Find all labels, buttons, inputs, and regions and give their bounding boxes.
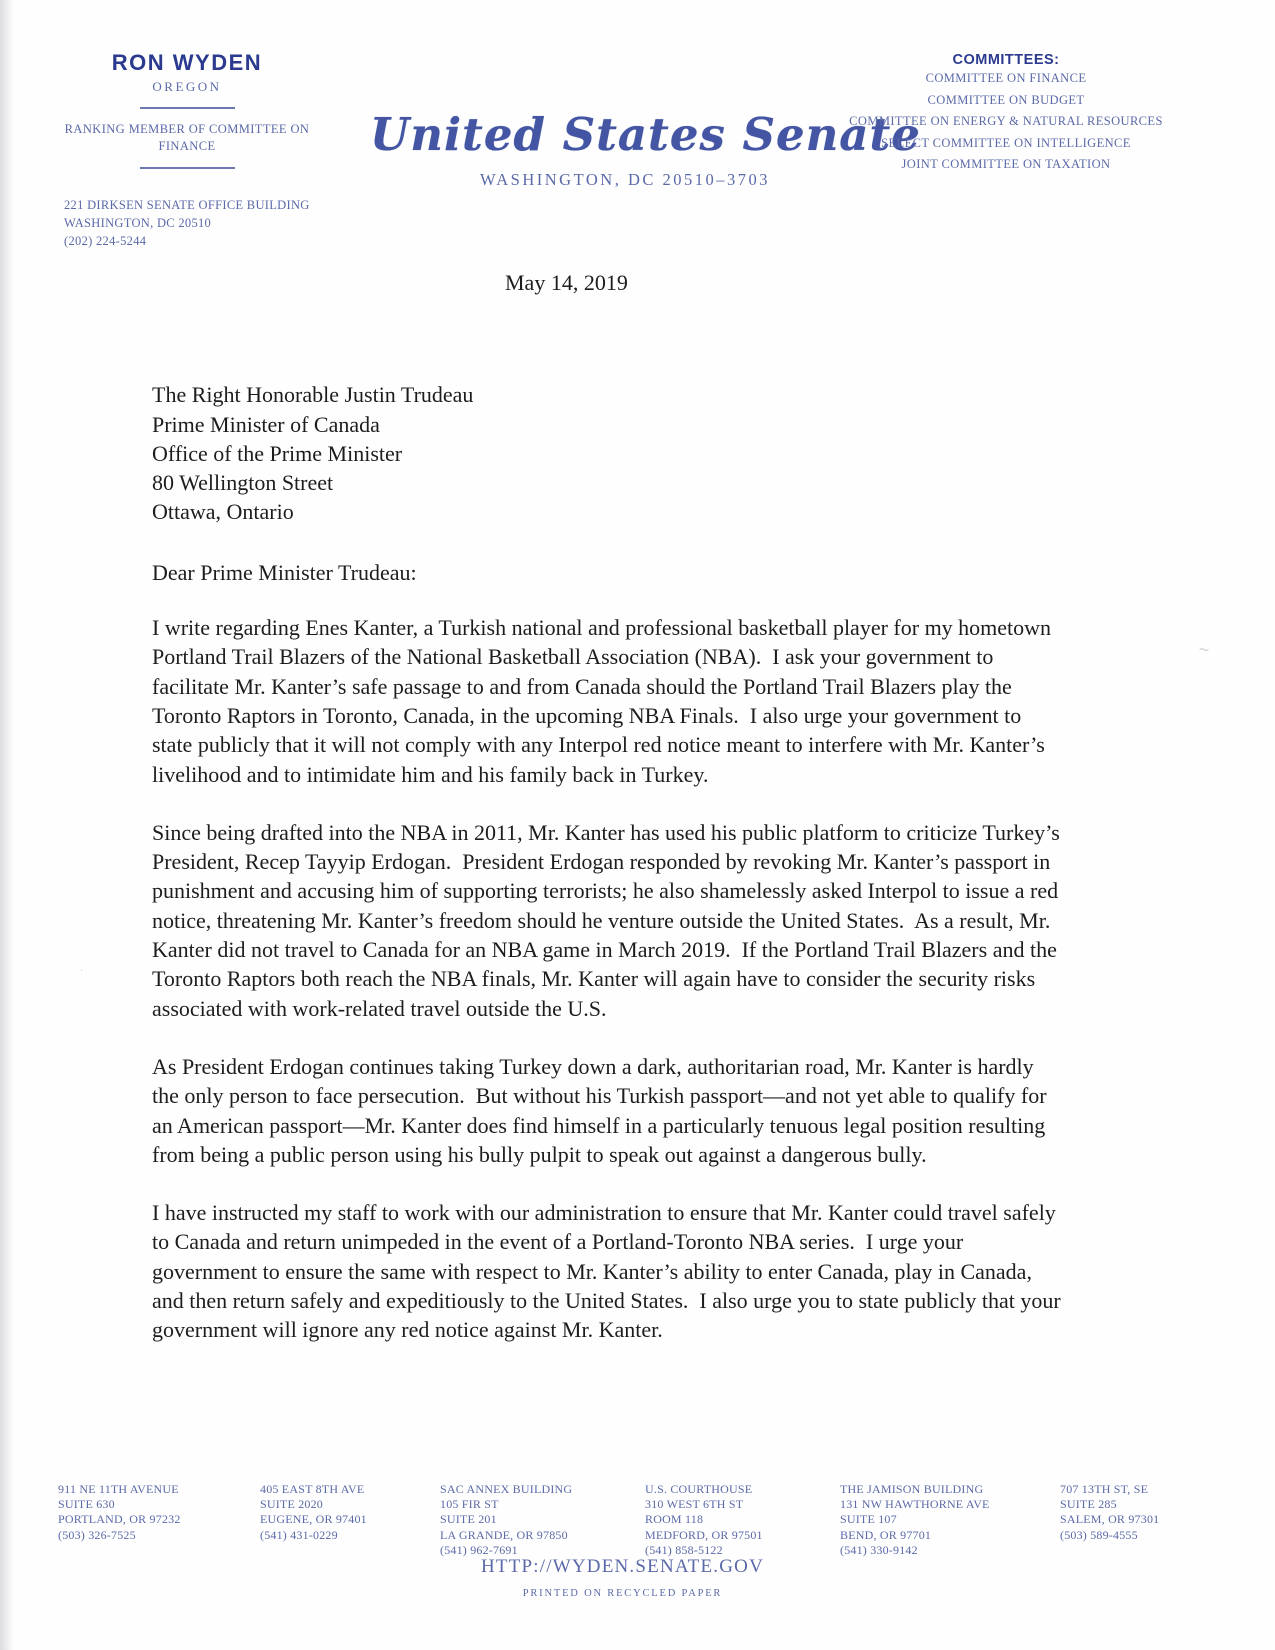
- committee-item: COMMITTEE ON FINANCE: [925, 71, 1087, 85]
- office-line: PORTLAND, OR 97232: [58, 1512, 181, 1527]
- divider: [140, 107, 235, 109]
- recycled-note: PRINTED ON RECYCLED PAPER: [522, 1588, 723, 1599]
- committee-item: COMMITTEE ON ENERGY & NATURAL RESOURCES: [849, 114, 1163, 128]
- office-column-salem: [1060, 1482, 1159, 1543]
- scan-edge-artifact: [0, 0, 14, 1650]
- office-line: 105 FIR ST: [440, 1497, 499, 1512]
- office-line: 707 13TH ST, SE: [1060, 1482, 1149, 1496]
- sender-state: OREGON: [152, 79, 222, 94]
- office-line: (503) 589-4555: [1060, 1527, 1138, 1542]
- office-line: SUITE 107: [840, 1512, 897, 1527]
- scan-artifact: ∼: [1197, 642, 1211, 659]
- body-paragraph: As President Erdogan continues taking Turkey down a dark, authoritarian road, Mr. Kanter is hardly the only person to face persecution. But without his Turkish passport—and not yet able to qualify for an American passport—Mr. Kanter does find himself in a particularly tenuous legal position resulting from being a public person using his bully pulpit to speak out against a dangerous bully.: [152, 1053, 1053, 1167]
- sender-office-line: WASHINGTON, DC 20510: [64, 216, 212, 230]
- office-line: SUITE 285: [1060, 1497, 1117, 1512]
- office-line: SALEM, OR 97301: [1060, 1512, 1160, 1527]
- office-line: SUITE 630: [58, 1497, 115, 1512]
- office-column-portland: [58, 1482, 181, 1543]
- committee-item: SELECT COMMITTEE ON INTELLIGENCE: [881, 135, 1131, 150]
- sender-office-line: 221 DIRKSEN SENATE OFFICE BUILDING: [64, 198, 310, 212]
- scan-artifact: ·: [80, 966, 84, 977]
- sender-block: [62, 50, 312, 181]
- sender-office-line: (202) 224-5244: [64, 234, 147, 248]
- body-paragraph: I write regarding Enes Kanter, a Turkish national and professional basketball player for my hometown Portland Trail Blazers of the National Basketball Association (NBA). I ask your government to facilitate Mr. Kanter’s safe passage to and from Canada should the Portland Trail Blazers play the Toronto Raptors in Toronto, Canada, in the upcoming NBA Finals. I also urge your government to state publicly that it will not comply with any Interpol red notice meant to interfere with Mr. Kanter’s livelihood and to intimidate him and his family back in Turkey.: [152, 615, 1057, 787]
- office-line: SUITE 201: [440, 1512, 497, 1527]
- office-column-medford: [645, 1482, 763, 1558]
- office-line: SAC ANNEX BUILDING: [440, 1482, 573, 1496]
- divider: [140, 167, 235, 169]
- body-paragraph: I have instructed my staff to work with our administration to ensure that Mr. Kanter could travel safely to Canada and return unimpeded in the event of a Portland-Toronto NBA series. I urge your government to ensure the same with respect to Mr. Kanter’s ability to enter Canada, play in Canada, and then return safely and expeditiously to the United States. I also urge you to state publicly that your government will ignore any red notice against Mr. Kanter.: [152, 1200, 1067, 1343]
- office-line: 405 EAST 8TH AVE: [260, 1482, 365, 1496]
- office-line: SUITE 2020: [260, 1497, 323, 1512]
- committee-item: JOINT COMMITTEE ON TAXATION: [901, 157, 1111, 171]
- office-column-lagrande: [440, 1482, 572, 1558]
- office-line: (541) 858-5122: [645, 1542, 723, 1557]
- recipient-line: Office of the Prime Minister: [152, 440, 403, 466]
- committee-item: COMMITTEE ON BUDGET: [927, 92, 1085, 107]
- recipient-line: The Right Honorable Justin Trudeau: [152, 382, 474, 408]
- salutation: Dear Prime Minister Trudeau:: [152, 559, 417, 585]
- recipient-line: Ottawa, Ontario: [152, 499, 294, 525]
- office-line: ROOM 118: [645, 1512, 704, 1527]
- committees-heading: COMMITTEES:: [952, 52, 1060, 68]
- recipient-address: [152, 380, 1064, 526]
- office-line: (541) 330-9142: [840, 1542, 918, 1557]
- office-line: 911 NE 11TH AVENUE: [58, 1482, 179, 1496]
- sender-role-line: FINANCE: [158, 139, 216, 153]
- office-line: LA GRANDE, OR 97850: [440, 1527, 568, 1542]
- office-line: BEND, OR 97701: [840, 1527, 932, 1542]
- office-column-eugene: [260, 1482, 367, 1543]
- senate-location: WASHINGTON, DC 20510–3703: [480, 170, 770, 189]
- office-line: (503) 326-7525: [58, 1527, 136, 1542]
- recipient-line: Prime Minister of Canada: [152, 411, 380, 437]
- sender-role-line: RANKING MEMBER OF COMMITTEE ON: [64, 122, 310, 136]
- body-paragraph: Since being drafted into the NBA in 2011, Mr. Kanter has used his public platform to criticize Turkey’s President, Recep Tayyip Erdogan. President Erdogan responded by revoking Mr. Kanter’s passport in punishment and accusing him of supporting terrorists; he also shamelessly asked Interpol to issue a red notice, threatening Mr. Kanter’s freedom should he venture outside the United States. As a result, Mr. Kanter did not travel to Canada for an NBA game in March 2019. If the Portland Trail Blazers and the Toronto Raptors both reach the NBA finals, Mr. Kanter will again have to consider the security risks associated with work-related travel outside the U.S.: [152, 819, 1066, 1021]
- office-line: 131 NW HAWTHORNE AVE: [840, 1497, 990, 1512]
- office-line: MEDFORD, OR 97501: [645, 1527, 763, 1542]
- letter-date: May 14, 2019: [505, 270, 628, 295]
- senate-title: United States Senate: [370, 108, 921, 161]
- letter-body: [152, 268, 1067, 1345]
- office-line: EUGENE, OR 97401: [260, 1512, 367, 1527]
- committees-block: [760, 52, 1252, 176]
- office-line: 310 WEST 6TH ST: [645, 1497, 744, 1512]
- recipient-line: 80 Wellington Street: [152, 470, 334, 496]
- office-column-bend: [840, 1482, 990, 1558]
- office-line: (541) 431-0229: [260, 1527, 338, 1542]
- office-line: (541) 962-7691: [440, 1542, 518, 1557]
- sender-name: RON WYDEN: [111, 50, 263, 75]
- website-url: HTTP://WYDEN.SENATE.GOV: [480, 1556, 765, 1577]
- sender-office-address: [64, 196, 310, 250]
- office-line: U.S. COURTHOUSE: [645, 1482, 753, 1496]
- office-line: THE JAMISON BUILDING: [840, 1482, 984, 1496]
